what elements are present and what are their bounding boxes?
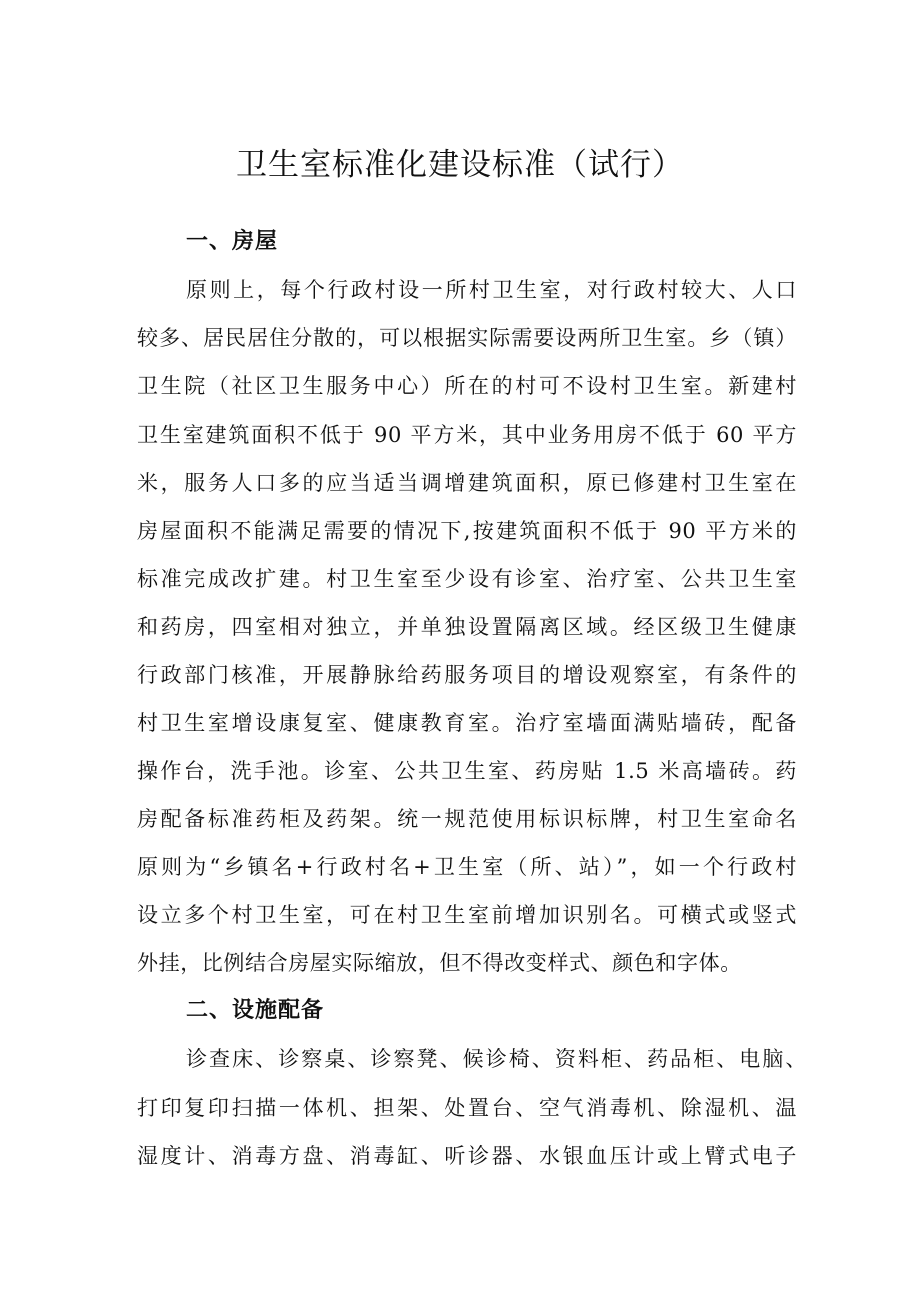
section-heading-facilities: 二、设施配备	[186, 998, 325, 1023]
paragraph-line: 标准完成改扩建。村卫生室至少设有诊室、治疗室、公共卫生室	[137, 567, 797, 591]
paragraph-line: 房配备标准药柜及药架。统一规范使用标识标牌，村卫生室命名	[137, 807, 797, 831]
paragraph-line: 米，服务人口多的应当适当调增建筑面积，原已修建村卫生室在	[137, 471, 797, 495]
paragraph-line: 卫生院（社区卫生服务中心）所在的村可不设村卫生室。新建村	[137, 374, 797, 398]
paragraph-line: 诊查床、诊察桌、诊察凳、候诊椅、资料柜、药品柜、电脑、	[186, 1047, 807, 1071]
paragraph-line: 较多、居民居住分散的，可以根据实际需要设两所卫生室。乡（镇）	[137, 326, 797, 350]
paragraph-line: 操作台，洗手池。诊室、公共卫生室、药房贴 1.5 米高墙砖。药	[137, 759, 797, 783]
paragraph-line: 原则为“乡镇名+行政村名+卫生室（所、站）”，如一个行政村	[137, 855, 797, 879]
section-heading-housing: 一、房屋	[186, 229, 279, 254]
paragraph-line: 行政部门核准，开展静脉给药服务项目的增设观察室，有条件的	[137, 663, 797, 687]
paragraph-line: 外挂，比例结合房屋实际缩放，但不得改变样式、颜色和字体。	[137, 951, 742, 975]
paragraph-line: 卫生室建筑面积不低于 90 平方米，其中业务用房不低于 60 平方	[137, 423, 797, 447]
paragraph-line: 村卫生室增设康复室、健康教育室。治疗室墙面满贴墙砖，配备	[137, 711, 797, 735]
paragraph-line: 湿度计、消毒方盘、消毒缸、听诊器、水银血压计或上臂式电子	[137, 1144, 797, 1168]
paragraph-line: 打印复印扫描一体机、担架、处置台、空气消毒机、除湿机、温	[137, 1096, 797, 1120]
paragraph-line: 原则上，每个行政村设一所村卫生室，对行政村较大、人口	[186, 278, 797, 302]
paragraph-line: 房屋面积不能满足需要的情况下,按建筑面积不低于 90 平方米的	[137, 519, 797, 543]
paragraph-line: 设立多个村卫生室，可在村卫生室前增加识别名。可横式或竖式	[137, 903, 797, 927]
document-title: 卫生室标准化建设标准（试行）	[236, 147, 684, 183]
paragraph-line: 和药房，四室相对独立，并单独设置隔离区域。经区级卫生健康	[137, 615, 797, 639]
